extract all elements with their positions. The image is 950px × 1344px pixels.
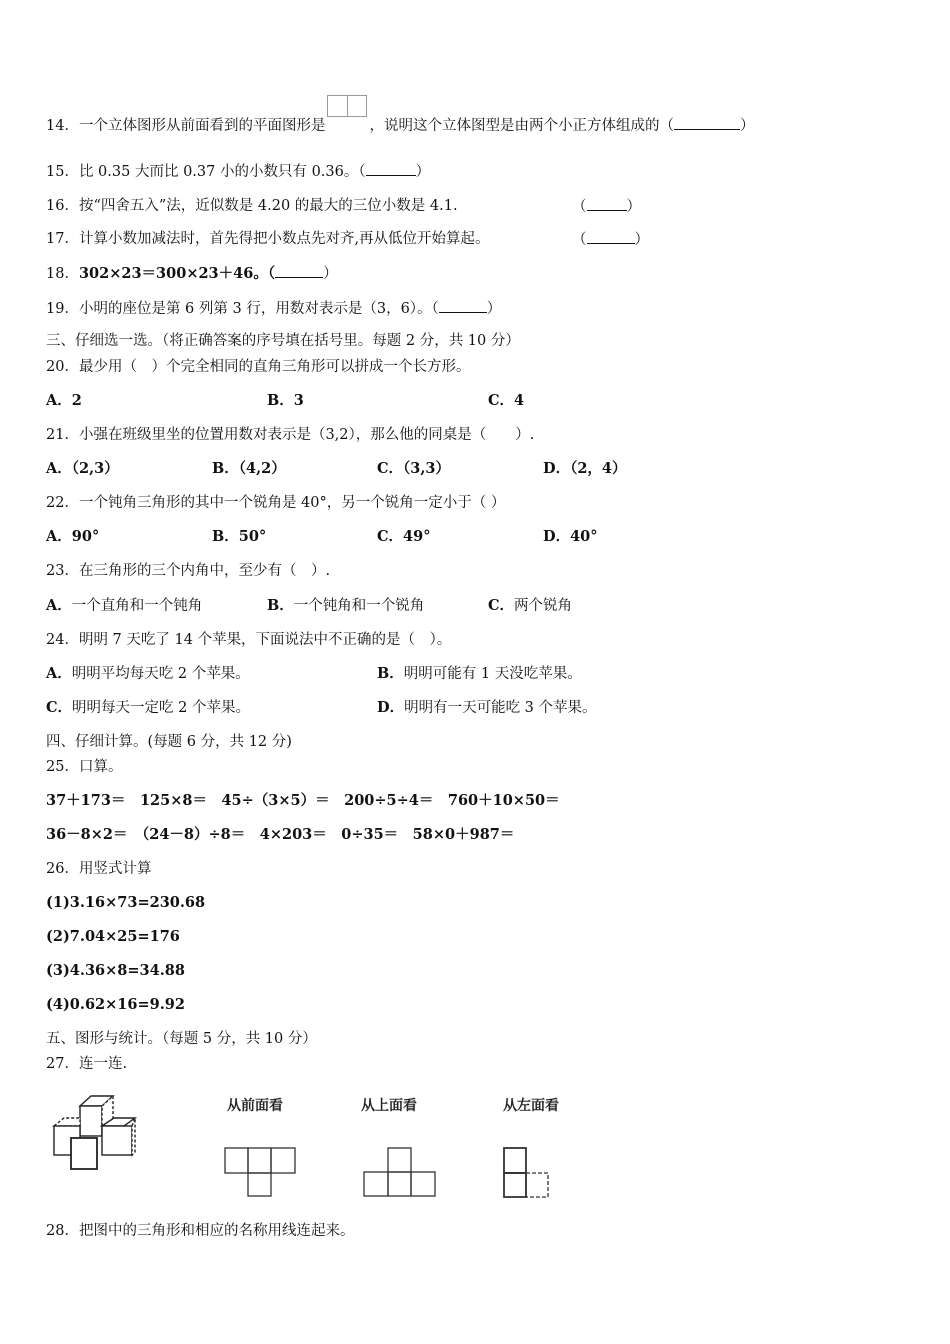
question-25: 25．口算。 [46,759,123,775]
section-5-heading: 五、图形与统计。（每题 5 分，共 10 分） [46,1031,317,1047]
vertical-calc-item: (4)0.62×16=9.92 [46,996,185,1013]
answer-blank[interactable] [366,161,416,176]
option-b[interactable]: B．3 [267,392,304,409]
question-17-answer: （ ） [572,229,649,250]
view-label-top: 从上面看 [361,1098,417,1114]
option-b[interactable]: B．明明可能有 1 天没吃苹果。 [377,665,582,682]
option-b[interactable]: B．一个钝角和一个锐角 [267,597,425,614]
vertical-calc-item: (2)7.04×25=176 [46,928,180,945]
question-text: 计算小数加减法时，首先得把小数点先对齐,再从低位开始算起。 [78,231,490,247]
question-15: 15．比 0.35 大而比 0.37 小的小数只有 0.36。（ ） [46,161,430,182]
front-view-figure[interactable] [222,1145,302,1199]
question-text: ，说明这个立体图型是由两个小正方体组成的（ [369,118,674,134]
question-19: 19．小明的座位是第 6 列第 3 行，用数对表示是（3，6）。（ ） [46,298,501,319]
option-c[interactable]: C．两个锐角 [488,597,573,614]
option-c[interactable]: C．（3,3） [377,460,451,477]
option-a[interactable]: A．（2,3） [46,460,119,477]
question-16-answer: （ ） [572,196,641,217]
left-view-figure[interactable] [500,1145,560,1201]
option-b[interactable]: B．50° [212,528,267,545]
option-d[interactable]: D．40° [543,528,598,545]
vertical-calc-item: (1)3.16×73=230.68 [46,894,206,911]
question-22: 22．一个钝角三角形的其中一个锐角是 40°，另一个锐角一定小于（ ） [46,495,506,511]
question-text: 302×23＝300×23＋46。（ [78,265,276,282]
question-16: 16．按“四舍五入”法，近似数是 4.20 的最大的三位小数是 4.1. [46,198,458,214]
question-18: 18．302×23＝300×23＋46。（ ） [46,265,338,282]
option-a[interactable]: A．一个直角和一个钝角 [46,597,203,614]
question-28: 28．把图中的三角形和相应的名称用线连起来。 [46,1223,355,1239]
option-c[interactable]: C．4 [488,392,525,409]
answer-blank[interactable] [587,229,635,244]
option-b[interactable]: B．（4,2） [212,460,286,477]
cube-stack-figure [48,1092,158,1174]
mental-math-row-2: 36－8×2＝ （24－8）÷8＝ 4×203＝ 0÷35＝ 58×0＋987＝ [46,826,515,843]
answer-blank[interactable] [275,263,323,278]
section-4-heading: 四、仔细计算。(每题 6 分，共 12 分) [46,734,292,750]
question-text: 比 0.35 大而比 0.37 小的小数只有 0.36。（ [78,164,366,180]
question-17: 17．计算小数加减法时，首先得把小数点先对齐,再从低位开始算起。 [46,231,490,247]
option-a[interactable]: A．明明平均每天吃 2 个苹果。 [46,665,250,682]
question-21: 21．小强在班级里坐的位置用数对表示是（3,2），那么他的同桌是（ ）. [46,427,535,443]
two-squares-figure [327,95,367,117]
question-26: 26．用竖式计算 [46,861,152,877]
question-14: 14．一个立体图形从前面看到的平面图形是 ，说明这个立体图型是由两个小正方体组成的（ ） [46,115,754,137]
question-24: 24．明明 7 天吃了 14 个苹果，下面说法中不正确的是（ ）。 [46,632,452,648]
question-27: 27．连一连. [46,1056,128,1072]
question-number: 14． [46,118,79,134]
option-d[interactable]: D．（2，4） [543,460,627,477]
option-c[interactable]: C．49° [377,528,431,545]
vertical-calc-item: (3)4.36×8=34.88 [46,962,185,979]
mental-math-row-1: 37＋173＝ 125×8＝ 45÷（3×5）＝ 200÷5÷4＝ 760＋10×50＝ [46,792,560,809]
answer-blank[interactable] [439,298,487,313]
view-label-left: 从左面看 [503,1098,559,1114]
question-23: 23．在三角形的三个内角中，至少有（ ）. [46,563,331,579]
option-a[interactable]: A．90° [46,528,100,545]
option-c[interactable]: C．明明每天一定吃 2 个苹果。 [46,699,250,716]
option-a[interactable]: A．2 [46,392,82,409]
answer-blank[interactable] [674,115,740,130]
top-view-figure[interactable] [360,1145,440,1199]
answer-blank[interactable] [587,196,627,211]
option-d[interactable]: D．明明有一天可能吃 3 个苹果。 [377,699,597,716]
question-text: 一个立体图形从前面看到的平面图形是 [78,118,326,134]
question-text: 按“四舍五入”法，近似数是 4.20 的最大的三位小数是 4.1. [78,198,458,214]
question-20: 20．最少用（ ）个完全相同的直角三角形可以拼成一个长方形。 [46,359,471,375]
section-3-heading: 三、仔细选一选。（将正确答案的序号填在括号里。每题 2 分，共 10 分） [46,333,520,349]
view-label-front: 从前面看 [227,1098,283,1114]
question-text: 小明的座位是第 6 列第 3 行，用数对表示是（3，6）。（ [78,301,439,317]
